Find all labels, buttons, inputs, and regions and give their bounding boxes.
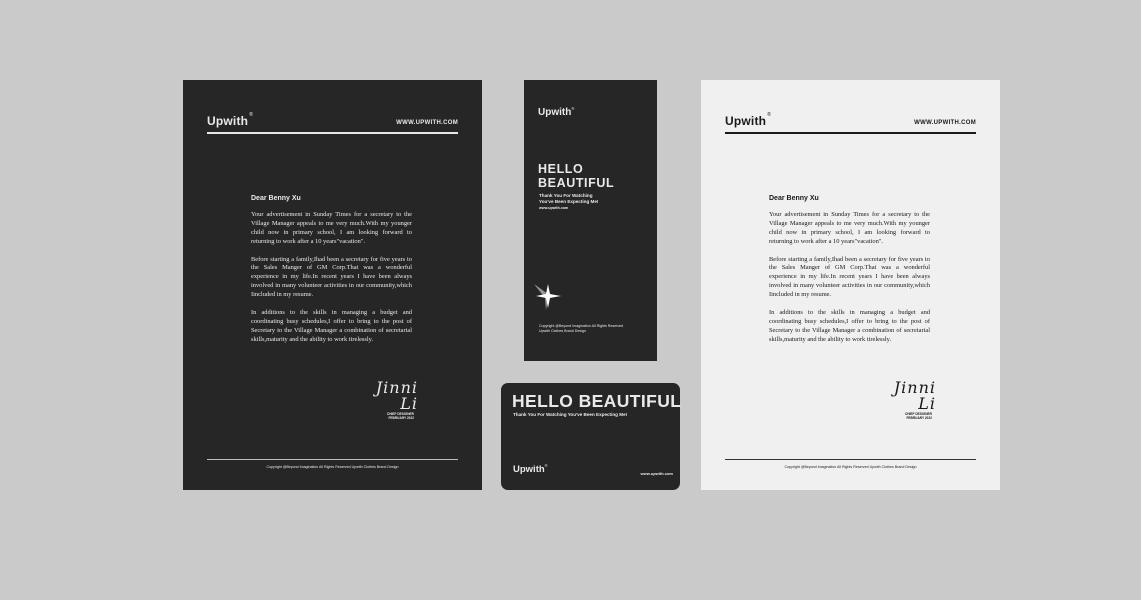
card-website: www.upwith.com xyxy=(539,206,569,210)
letter-paragraph: Before starting a family,Ihad been a secretary for five years to the Sales Manger of GM Corp.That was a wonderful experience in my life.In recent years I have been always involved in many volunteer activities in our community,which Iincluded in my resume. xyxy=(251,255,412,299)
card-copyright: Copyright @Beyond Imagination All Rights Reserved Upwith Clothes Brand Design xyxy=(539,324,624,333)
footer-copyright: Copyright @Beyond Imagination All Rights Reserved Upwith Clothes Brand Design xyxy=(266,465,399,469)
signature-block xyxy=(358,380,418,420)
letterhead-header xyxy=(725,114,976,134)
signature-title: CHIEF DESIGNER xyxy=(386,412,414,416)
business-card-vertical xyxy=(524,80,657,361)
card-tagline: Thank You For Watching You've Been Expecting Me! xyxy=(539,193,599,204)
letter-body xyxy=(769,195,930,354)
signature-date: FEBRUARY 2022 xyxy=(388,416,414,420)
business-card-horizontal xyxy=(501,383,680,490)
brand-logo: Upwith® xyxy=(207,112,254,128)
letterhead-light xyxy=(701,80,1000,490)
letter-paragraph: Before starting a family,Ihad been a secretary for five years to the Sales Manger of GM Corp.That was a wonderful experience in my life.In recent years I have been always involved in many volunteer activities in our community,which Iincluded in my resume. xyxy=(769,255,930,299)
letter-greeting: Dear Benny Xu xyxy=(251,195,301,202)
signature-title: CHIEF DESIGNER xyxy=(904,412,932,416)
signature: Jinni Li xyxy=(893,378,936,413)
website-label: WWW.UPWITH.COM xyxy=(914,120,976,126)
letter-paragraph: In additions to the skills in managing a budget and coordinating busy schedules,I offer to bring to the post of Secretary to the Village Manager a combination of secretarial skills,maturity and the ability to work tirelessly. xyxy=(769,309,930,343)
letter-paragraph: In additions to the skills in managing a budget and coordinating busy schedules,I offer to bring to the post of Secretary to the Village Manager a combination of secretarial skills,maturity and the ability to work tirelessly. xyxy=(251,309,412,343)
footer-rule xyxy=(207,459,458,460)
letter-paragraph: Your advertisement in Sunday Times for a secretary to the Village Manager appeals to me very much.With my younger child now in primary school, I am looking forward to returning to work after a 10 years"vacation". xyxy=(251,210,412,245)
footer-rule xyxy=(725,459,976,460)
card-headline: HELLO BEAUTIFUL xyxy=(538,162,615,190)
letter-paragraph: Your advertisement in Sunday Times for a secretary to the Village Manager appeals to me very much.With my younger child now in primary school, I am looking forward to returning to work after a 10 years"vacation". xyxy=(769,210,930,245)
website-label: WWW.UPWITH.COM xyxy=(396,120,458,126)
letter-body xyxy=(251,195,412,354)
brand-logo: Upwith® xyxy=(538,106,575,118)
brand-logo: Upwith® xyxy=(513,463,548,475)
signature-date: FEBRUARY 2022 xyxy=(906,416,932,420)
letter-greeting: Dear Benny Xu xyxy=(769,195,819,202)
brand-logo: Upwith® xyxy=(725,112,772,128)
signature-block xyxy=(876,380,936,420)
header-rule xyxy=(725,132,976,134)
letterhead-header xyxy=(207,114,458,134)
header-rule xyxy=(207,132,458,134)
sparkle-star-icon xyxy=(532,280,564,312)
card-website: www.upwith.com xyxy=(640,471,673,476)
signature: Jinni Li xyxy=(375,378,418,413)
card-headline: HELLO BEAUTIFUL xyxy=(512,391,682,411)
letterhead-dark xyxy=(183,80,482,490)
footer-copyright: Copyright @Beyond Imagination All Rights Reserved Upwith Clothes Brand Design xyxy=(784,465,917,469)
card-tagline: Thank You For Watching You've Been Expecting Me! xyxy=(513,412,628,417)
